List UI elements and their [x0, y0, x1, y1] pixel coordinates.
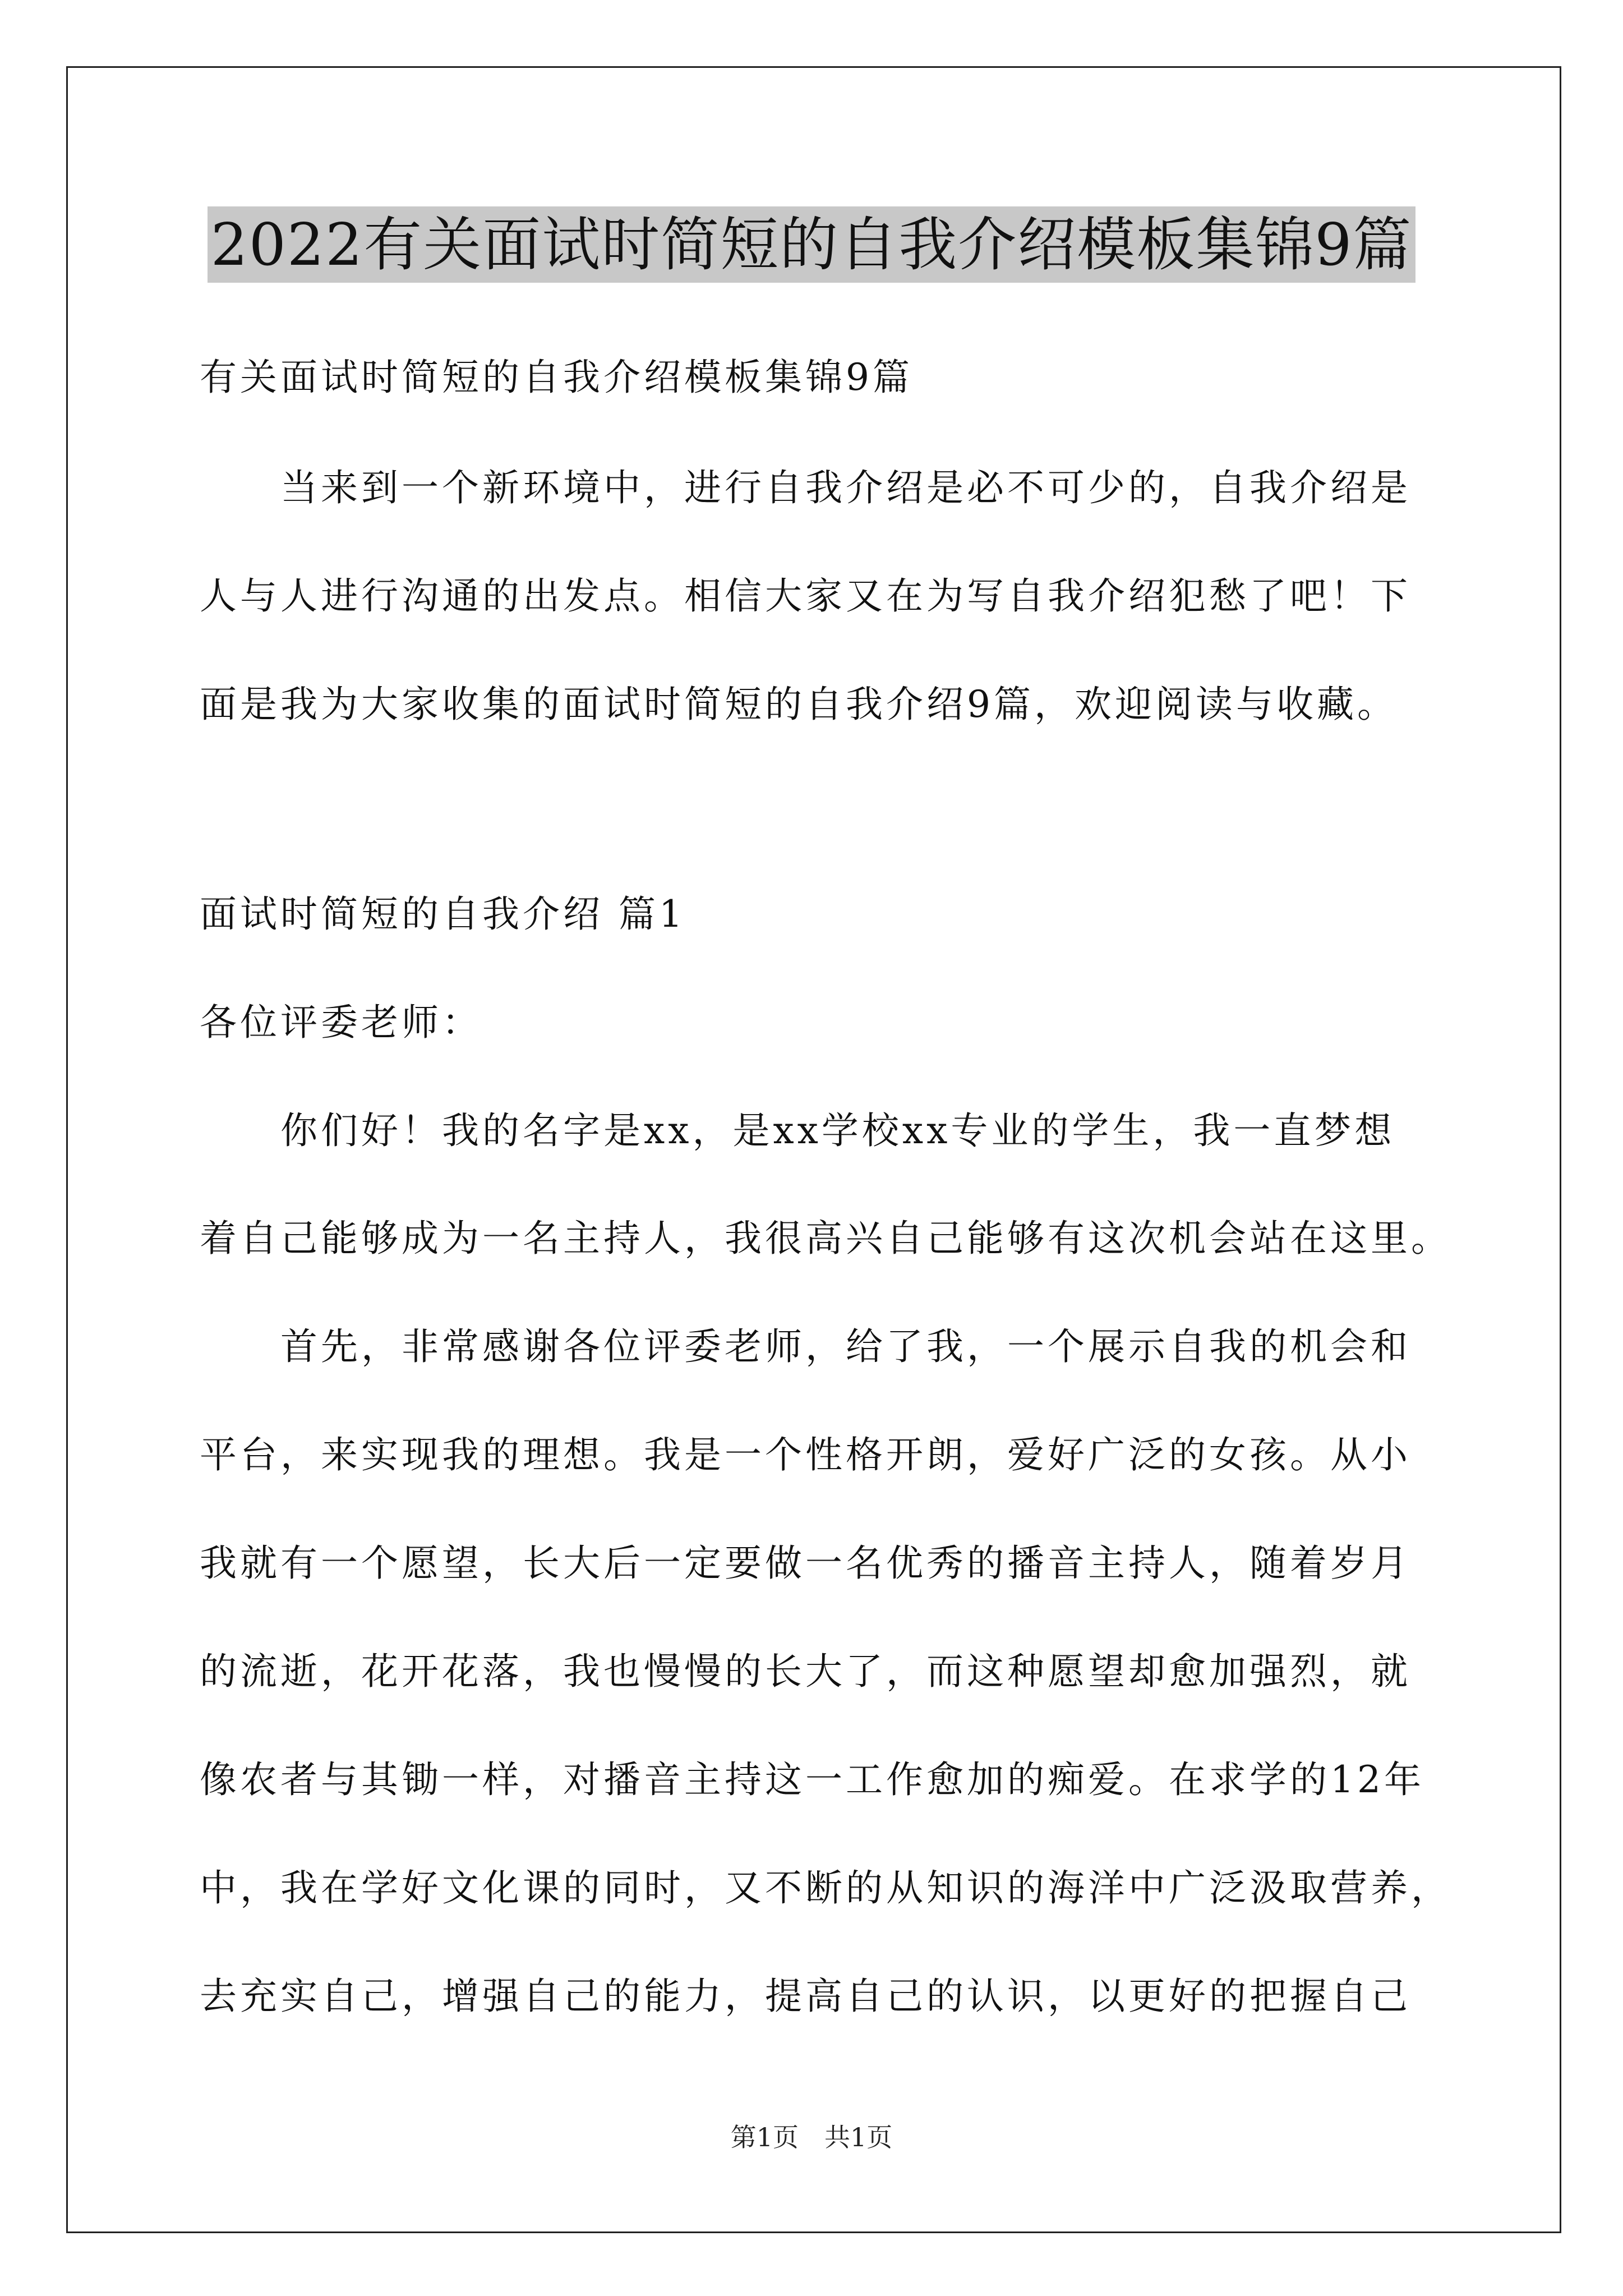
- document-subtitle: 有关面试时简短的自我介绍模板集锦9篇: [200, 356, 913, 399]
- intro-line-1: 当来到一个新环境中，进行自我介绍是必不可少的，自我介绍是: [200, 466, 1411, 509]
- body-line-5: 我就有一个愿望，长大后一定要做一名优秀的播音主持人，随着岁月: [200, 1542, 1411, 1585]
- intro-line-3: 面是我为大家收集的面试时简短的自我介绍9篇，欢迎阅读与收藏。: [200, 683, 1398, 726]
- body-line-6: 的流逝，花开花落，我也慢慢的长大了，而这种愿望却愈加强烈，就: [200, 1650, 1411, 1693]
- page-footer: 第1页 共1页: [730, 2122, 893, 2152]
- body-line-3: 首先，非常感谢各位评委老师，给了我，一个展示自我的机会和: [200, 1325, 1411, 1368]
- body-line-9: 去充实自己，增强自己的能力，提高自己的认识，以更好的把握自己: [200, 1975, 1411, 2018]
- body-line-2: 着自己能够成为一名主持人，我很高兴自己能够有这次机会站在这里。: [200, 1217, 1451, 1260]
- salutation: 各位评委老师：: [200, 1001, 482, 1044]
- body-line-4: 平台，来实现我的理想。我是一个性格开朗，爱好广泛的女孩。从小: [200, 1433, 1411, 1476]
- intro-line-2: 人与人进行沟通的出发点。相信大家又在为写自我介绍犯愁了吧！下: [200, 574, 1411, 618]
- section-heading: 面试时简短的自我介绍 篇1: [200, 892, 686, 936]
- document-title: 2022有关面试时简短的自我介绍模板集锦9篇: [208, 206, 1416, 283]
- title-container: [0, 206, 1623, 283]
- body-line-7: 像农者与其锄一样，对播音主持这一工作愈加的痴爱。在求学的12年: [200, 1758, 1424, 1801]
- body-line-8: 中，我在学好文化课的同时，又不断的从知识的海洋中广泛汲取营养，: [200, 1866, 1451, 1910]
- body-line-1: 你们好！我的名字是xx，是xx学校xx专业的学生，我一直梦想: [200, 1109, 1395, 1152]
